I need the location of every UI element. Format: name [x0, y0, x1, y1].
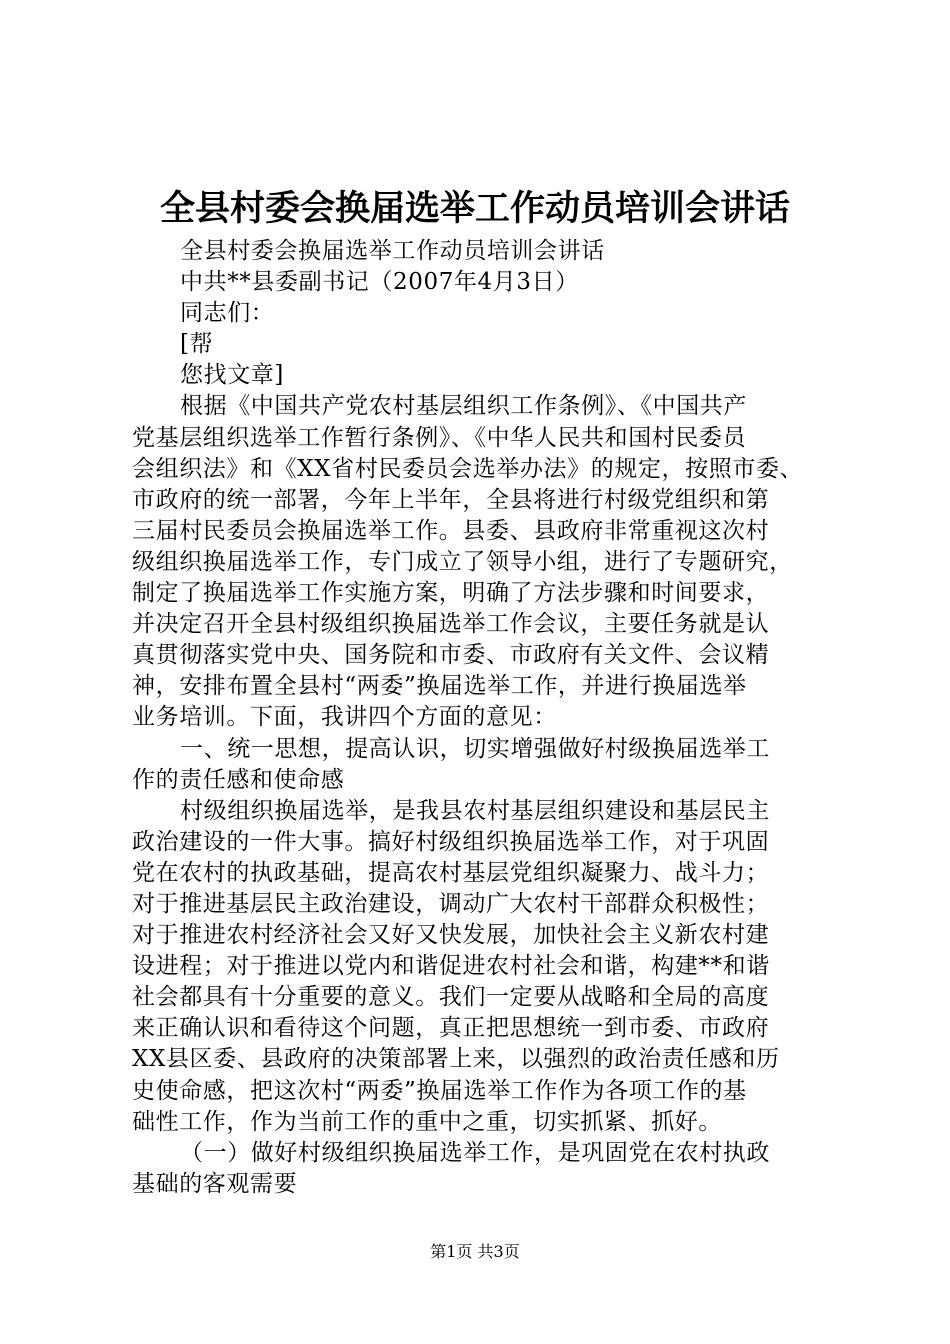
body-line: 政治建设的一件大事。搞好村级组织换届选举工作，对于巩固 [132, 828, 770, 855]
body-line: XX县区委、县政府的决策部署上来，以强烈的政治责任感和历 [132, 1046, 780, 1073]
body-line: 制定了换届选举工作实施方案，明确了方法步骤和时间要求， [132, 580, 770, 607]
subsection-heading: 基础的客观需要 [132, 1170, 298, 1197]
body-line: 来正确认识和看待这个问题，真正把思想统一到市委、市政府 [132, 1015, 770, 1042]
body-line: 础性工作，作为当前工作的重中之重，切实抓紧、抓好。 [132, 1108, 722, 1135]
body-line: 社会都具有十分重要的意义。我们一定要从战略和全局的高度 [132, 984, 770, 1011]
body-line: 真贯彻落实党中央、国务院和市委、市政府有关文件、会议精 [132, 642, 770, 669]
body-line: 史使命感，把这次村“两委”换届选举工作作为各项工作的基 [132, 1077, 747, 1104]
body-line: 中共**县委副书记（2007年4月3日） [180, 269, 579, 296]
subsection-heading: （一）做好村级组织换届选举工作，是巩固党在农村执政 [180, 1139, 770, 1166]
body-line: 您找文章] [180, 362, 284, 389]
body-line: 对于推进农村经济社会又好又快发展，加快社会主义新农村建 [132, 922, 770, 949]
body-line: 设进程；对于推进以党内和谐促进农村社会和谐，构建**和谐 [132, 953, 770, 980]
document-title: 全县村委会换届选举工作动员培训会讲话 [159, 188, 790, 229]
body-line: 级组织换届选举工作，专门成立了领导小组，进行了专题研究， [132, 548, 793, 575]
body-line: 并决定召开全县村级组织换届选举工作会议，主要任务就是认 [132, 611, 770, 638]
body-line: 三届村民委员会换届选举工作。县委、县政府非常重视这次村 [132, 517, 770, 544]
section-heading: 一、统一思想，提高认识，切实增强做好村级换届选举工 [180, 735, 770, 762]
body-line: [帮 [180, 331, 214, 358]
body-line: 全县村委会换届选举工作动员培训会讲话 [180, 238, 605, 264]
body-line: 市政府的统一部署，今年上半年，全县将进行村级党组织和第 [132, 486, 770, 513]
body-line: 神，安排布置全县村“两委”换届选举工作，并进行换届选举 [132, 673, 747, 700]
body-line: 村级组织换届选举，是我县农村基层组织建设和基层民主 [180, 797, 770, 824]
body-line: 对于推进基层民主政治建设，调动广大农村干部群众积极性； [132, 890, 770, 917]
body-line: 根据《中国共产党农村基层组织工作条例》、《中国共产 [180, 393, 747, 420]
body-line: 同志们： [180, 300, 275, 327]
section-heading: 作的责任感和使命感 [132, 766, 345, 793]
body-line: 会组织法》和《XX省村民委员会选举办法》的规定，按照市委、 [132, 455, 804, 482]
body-line: 党基层组织选举工作暂行条例》、《中华人民共和国村民委员 [132, 424, 747, 451]
document-body [132, 236, 832, 1200]
body-line: 业务培训。下面，我讲四个方面的意见： [132, 704, 557, 731]
body-line: 党在农村的执政基础，提高农村基层党组织凝聚力、战斗力； [132, 859, 770, 886]
page-footer: 第1页 共3页 [430, 1242, 520, 1261]
